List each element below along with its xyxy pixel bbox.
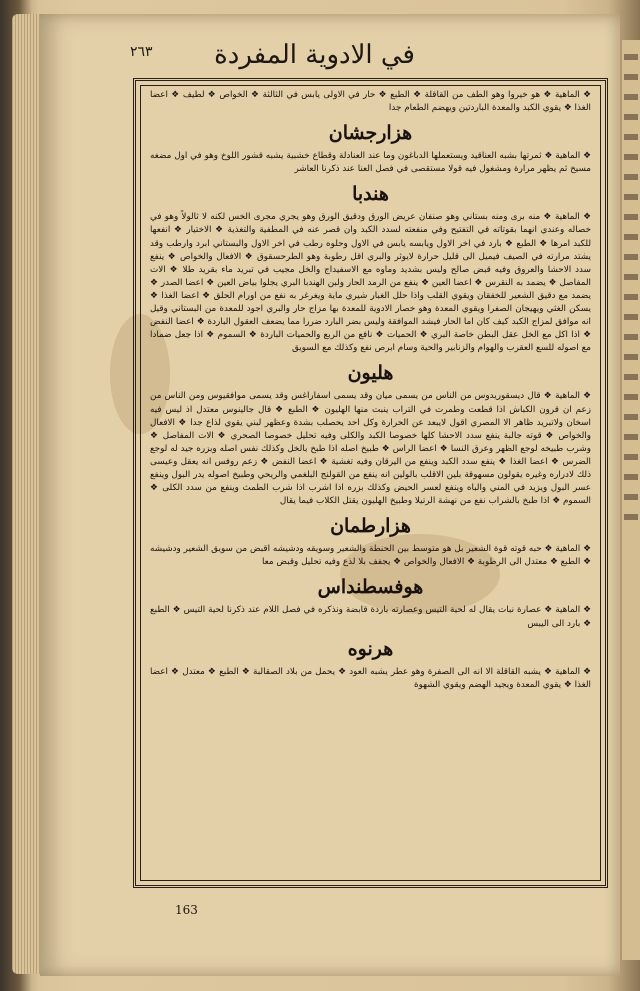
entry-text: ❖ الماهية ❖ يشبه القاقلة الا انه الى الصفرة وهو عطر يشبه العود ❖ يحمل من بلاد الصقالبة ❖ الطبع ❖ معتدل ❖ اعضا الغذا ❖ يقوي المعدة ويجيد الهضم ويقوي الشهوة bbox=[150, 666, 591, 690]
entry-title: هزارجشان bbox=[328, 122, 413, 145]
entry-text: ❖ الماهية ❖ عصارة نبات يقال له لحية التيس وعصارته باردة قابضة ونذكره في فصل اللام عند ذكرنا لحية التيس ❖ الطبع ❖ بارد الى اليبس bbox=[150, 605, 591, 629]
entry-text: ❖ الماهية ❖ قال ديسقوريدوس من الناس من يسمى ميان وقد يسمى اسفاراغس وقد يسمى موافقيوس ومن الناس من زعم ان قرون الكباش اذا قطعت وطمرت في التراب ينبت منها الهليون ❖ الطبع ❖ قال جالينوس معتدل اذ ليس فيه اسخان ولاتبريد ظاهر الا المصري اقول لايبعد عن الحرارة وكل احد يحصلب بشدة وعظهر لبني يقوي لذاع جدا ❖ الافعال والخواص ❖ قوته جالبة ينفع سدد الاحشا كلها خصوصا الكبد والكلى وفيه تحليل خصوصا الصحري ❖ الات المفاصل ❖ وشرب طبيخه لوجع الظهر وعرق النسا ❖ اعضا الراس ❖ طبيخ اصله اذا طبخ بالخل وكذلك نفس اصله وبزره جيد له لوجع الضرس ❖ اعضا الغذا ❖ ينفع سدد الكبد وينفع من اليرقان وفيه تغشية ❖ اعضا النفض ❖ زعم روفس انه يعقل وعيسى ذلك لادراره وغيره يقولون مسهوقة بلين الاقلب بالولين انه ينفع من القولنج البلغمي والريحي وطبيخ اصوله يدر البول وينفع عسر البول ويزيد في المني والباه وينفع لعسر الحيض وكذلك بزره اذا اشرب اذا شرب الطمث وينفع من سدد الكلى ❖ السموم ❖ اذا طبخ بالشراب نفع من نهشة الرتيلا وطبيخ الهليون يقتل الكلاب فيما يقال bbox=[150, 391, 591, 507]
footer-page-number: 163 bbox=[175, 903, 198, 917]
entry-title: هوفسطنداس bbox=[317, 576, 424, 599]
page-text bbox=[150, 89, 591, 877]
adjacent-page-edge bbox=[622, 40, 640, 960]
entry-title: هندبا bbox=[352, 183, 389, 206]
entry-text: ❖ الماهية ❖ منه برى ومنه بستاني وهو صنفان عريض الورق ودقيق الورق وهو يجري مجرى الخس لكنه لا ثالولاً وهو في خصاله وعندي انهما بقوتاته في التفتيح وفي منفعته لسدد الكبد وان قصر عنه في المطفية والتغذية ❖ الاختيار ❖ انفعها للكبد امرها ❖ الطبع ❖ بارد في اخر الاول ويابسه يابس في الاول وحلوه رطب في اخر الاول والبستاني ابرد وارطب وقد يشتد مرارته في الصيف فيميل الى قليل حرارة لايوثر والبري اقل رطوبة وهو الطرحسقوق ❖ الافعال والخواص ❖ ينفع سدد الاحشا والعروق وفيه قبض صالح وليس بشديد وماوه مع الاسفيداج والخل مجيب في تبريد ماء بقريد طلا ❖ الات المفاصل ❖ يضمد به النقرس ❖ اعضا العين ❖ ينفع من الرمد الحار ولبن الهندبا البري يجلوا بياض العين ❖ اعضا الصدر ❖ يضمد مع دقيق الشعير للخفقان ويقوي القلب واذا حلل الغبار شيري ماية ويغرغر به نفع من اورام الحلق ❖ اعضا الغذا ❖ يسكن الغثي ويهيجان الصفرا ويقوي المعدة وهو خصار الادوية للمعدة بها مزاج حار والبري اجود للمعدة من البستاني وقيل انه موافق لمزاج الكبد كيف كان اما الحار فيشد الموافقة وليس بضر البارد ضررا مما يضعف العقول الباردة ❖ اعضا النفض ❖ اذا اكل مع الخل عقل البطن خاصة البري ❖ الحميات ❖ نافع من الربع والحميات الباردة ❖ السموم ❖ اذا جعل ضمادا مع اصوله للسع العقرب والهوام والزنابير والحية وسام ابرص نفع وكذلك مع السويق bbox=[150, 212, 591, 354]
entry-title: هليون bbox=[347, 362, 394, 385]
text-frame bbox=[133, 78, 608, 888]
entry-text: ❖ الماهية ❖ ثمرتها بشبه العناقيد ويستعملها الدباغون وما عند العنادلة وقطاع خشبية يشبه قشور اللوخ وهو في اول مضغه مسيخ ثم يظهر مرارة ومشغول فيه قولا مستقصى في فصل العنا عند ذكرنا العاشر bbox=[150, 151, 591, 175]
entry-title: هزارطمان bbox=[330, 515, 411, 538]
entry-text: ❖ الماهية ❖ حبه قوته قوة الشعير بل هو متوسط بين الحنطة والشعير وسويقه ودشيشه اقبض من سويق الشعير ودشيشه ❖ الطبع ❖ معتدل الى الرطوبة ❖ الافعال والخواص ❖ يجفف بلا لذع وفيه تحليل وقبض معا bbox=[150, 544, 591, 568]
page-number-arabic: ٢٦٣ bbox=[130, 44, 153, 60]
entry-title: هرنوه bbox=[347, 637, 394, 660]
running-header bbox=[130, 26, 600, 76]
page-edges bbox=[12, 14, 42, 974]
running-title: في الادوية المفردة bbox=[214, 40, 415, 70]
entry-continuation-text: ❖ الماهية ❖ هو خيروا وهو الطف من القاقلة ❖ الطبع ❖ حار في الاولى يابس في الثالثة ❖ الخواص ❖ لطيف ❖ اعضا الغذا ❖ يقوي الكبد والمعدة الباردتين ويهضم الطعام جدا bbox=[150, 90, 591, 114]
